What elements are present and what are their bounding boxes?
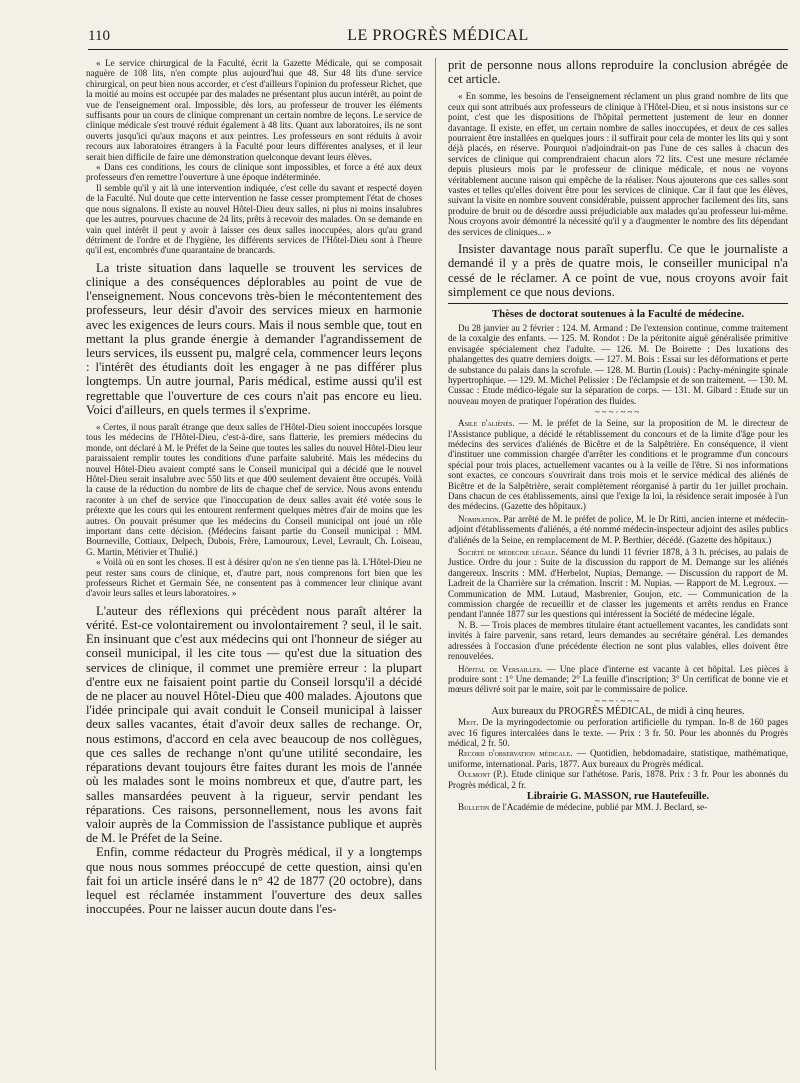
bureau-item [448,748,788,769]
news-item-heading: Société de médecine légale. [458,547,558,558]
news-item-nb [448,620,788,662]
news-item-text: — M. le préfet de la Seine, sur la proposition de M. le directeur de l'Assistance publique, a décidé le rétablissement du concours et de la limite d'âge pour les médecins des services d'aliénés de Bicêtre et de la Salpêtrière. En conséquence, il vient d'instituer une commission chargée d'arrêter les conditions et le programme d'un concours spécial pour trois places, actuellement vacantes ou à la veille de l'être. Si nos informations sont exactes, ce concours s'ouvrirait dans trois mois et le service médical des aliénés de Bicêtre et de la Salpêtrière, serait complètement réorganisé à partir du 1er juillet prochain. Dans chacun de ces établissements, ainsi que l'exige la loi, la résidence serait imposée à l'un des médecins. (Gazette des hôpitaux.) [448,418,788,512]
quote-paragraph: « Le service chirurgical de la Faculté, écrit la Gazette Médicale, qui se composait naguère de 108 lits, n'en compte plus aujourd'hui que 48. Sur 48 lits d'une service chirurgical, on peut bien nous accorder, et c'est d'ailleurs l'opinion du professeur Richet, que la moitié au moins est occupée par des malades ne présentant plus aucun intérêt, au point de vue de l'enseignement oral. Impossible, dès lors, au professeur de trouver les éléments suffisants pour un cours de clinique comprenant un certain nombre de leçons. Le service de clinique médicale s'est trouvé réduit également à 48 lits. Quant aux laboratoires, ils ne sont ouverts jusqu'ici qu'aux maçons et aux peintres. Les professeurs en sont réduits à avoir recours aux laboratoires étrangers à la Faculté pour leurs différentes analyses, et il leur serait bien difficile de faire une démonstration quelconque devant leurs élèves. [86,58,422,162]
page-number: 110 [88,28,110,44]
quote-paragraph: « En somme, les besoins de l'enseignement réclament un plus grand nombre de lits que ceux qui sont attribués aux professeurs de clinique à l'Hôtel-Dieu, et si nous insistons sur ce point, c'est que les dispositions de l'hôpital permettent justement de leur en donner davantage. Il existe, en effet, un certain nombre de salles inoccupées, et deux de ces salles pourraient être installées en quelques jours : il suffirait pour cela de monter les lits qui y sont déjà placés, en réserve. Pourquoi n'adjoindrait-on pas l'une de ces salles à chacun des services de clinique qui comprendraient chacun alors 72 lits. C'est une mesure réclamée depuis plusieurs mois par le professeur de clinique médicale, et nous ne voyons véritablement aucune raison qui empêche de la réaliser. Nous ajouterons que ces salles sont vastes et telles qu'elles doivent être pour les services de clinique. Car il faut que les élèves, suivant la visite en nombre souvent considérable, puissent approcher facilement des lits, sans produire de bruit ou de désordre aussi préjudiciable aux malades qu'au professeur lui-même. Nous croyons avoir démontré la nécessité qu'il y a d'augmenter le nombre des lits dépendant des services de cliniques... » [448,91,788,237]
body-paragraph: La triste situation dans laquelle se trouvent les services de clinique a des conséquences déplorables au point de vue de l'enseignement. Nous concevons très-bien le mécontentement des professeurs, leur désir d'avoir des services mieux en harmonie avec les exigences de leurs cours. Mais il nous semble que, tout en mettant la plus grande énergie à demander l'agrandissement de leurs services, ils eussent pu, malgré cela, commencer leurs leçons : l'intérêt des étudiants doit les engager à ne pas différer plus longtemps. Un autre journal, Paris médical, estime aussi qu'il est regrettable que l'ouverture de ces cours n'ait pas encore eu lieu. Voici d'ailleurs, en quels termes il s'exprime. [86,260,422,417]
news-item-heading: Hôpital de Versailles. [458,663,543,674]
bulletin-heading: Bulletin [458,802,490,813]
news-item-nomination [448,514,788,545]
body-paragraph: L'auteur des réflexions qui précèdent nous paraît altérer la vérité. Est-ce volontairement ou involontairement ? seul, il le sait. En insinuant que c'est aux médecins qui ont l'honneur de siéger au conseil municipal, il les cite tous — qu'est due la situation des services de clinique, il commet une première erreur : la plupart d'entre eux ne faisaient point partie du Conseil lorsqu'il a décidé de ne placer au nouvel Hôtel-Dieu que 400 malades. Ajoutons que l'idée principale qui avait conduit le Conseil municipal à laisser deux salles vacantes, était d'avoir deux salles de rechange. Or, nous estimons, d'accord en cela avec beaucoup de nos collègues, que ces salles de rechange n'ont qu'une utilité secondaire, les réparations devant toujours être faites durant les mois de l'année où les malades sont le moins nombreux et que, d'autre part, les salles mansardées peuvent à la rigueur, servir pendant les réparations. Ces raisons, personnellement, nous les avons fait valoir auprès de la Commission de l'assistance publique et auprès de M. le Préfet de la Seine. [86,603,422,846]
quote-paragraph: Il semble qu'il y ait là une intervention indiquée, c'est celle du savant et respecté doyen de la Faculté. Nul doute que cette intervention ne fasse cesser promptement l'état de choses que nous signalons. Il existe au nouvel Hôtel-Dieu deux salles, ni plus ni moins insalubres que les autres, pourvues chacune de 24 lits, prêts à recevoir des malades. On se demande en vain quel intérêt il peut y avoir à laisser ces deux salles inoccupées, alors qu'au grand détriment de l'ordre et de l'hygiène, les différents services de l'Hôtel-Dieu sont à l'heure qu'il est, encombrés d'une quarantaine de brancards. [86,182,422,256]
librairie-title: Librairie G. MASSON, rue Hautefeuille. [526,790,710,802]
bureau-item-heading: Miot. [458,717,479,728]
bureau-item-heading: Record d'observation médicale. [458,748,573,759]
quote-paragraph: « Voilà où en sont les choses. Il est à désirer qu'on ne s'en tienne pas là. L'Hôtel-Dieu ne peut rester sans cours de clinique, et, d'autre part, nous comprenons fort bien que les professeurs Richet et Germain Sée, ne consentent pas à commencer leur clinique avant d'avoir leurs salles et leurs laboratoires. » [86,557,422,599]
news-item-text: Séance du lundi 11 février 1878, à 3 h. précises, au palais de Justice. Ordre du jour : Suite de la discussion du rapport de M. Demange sur les aliénés dangereux. Inscrits : MM. d'Herbelot, Nupias, Demange. — Discussion du rapport de M. Ladreit de la Charrière sur la crémation. Inscrit : M. Nupias. — Rapport de M. Legroux. — Communication de MM. Lutaud, Masbrenier, Goujon, etc. — Communication de la commission chargée de recueillir et de classer les jugements et arrêts rendus en France pendant l'année 1877 sur les questions qui intéressent la Société de médecine légale. [448,547,788,620]
news-item-text: Par arrêté de M. le préfet de police, M. le Dr Ritti, ancien interne et médecin-adjoint d'établissements d'aliénés, a été nommé médecin-inspecteur adjoint des asiles publics d'aliénés de la Seine, en remplacement de M. P. Berthier, décédé. (Gazette des hôpitaux.) [448,513,788,545]
news-item-text: — Une place d'interne est vacante à cet hôpital. Les pièces à produire sont : 1° Une demande; 2° La feuille d'inscription; 3° Un certificat de bonne vie et mœurs délivré soit par le maire, soit par le commissaire de police. [448,663,788,695]
page-header [88,26,788,50]
news-item-heading: Nomination. [458,513,501,524]
news-item-text: N. B. — Trois places de membres titulaire étant actuellement vacantes, les candidats sont invités à faire parvenir, sans retard, leurs demandes au secrétaire général. Les demandes adressées à l'occasion d'une précédente élection ne sont plus valables, elles doivent être renouvelées. [448,619,788,662]
ornament-divider: ~~~·~~~ [594,695,642,706]
right-column [448,58,788,813]
quote-paragraph: « Certes, il nous paraît étrange que deux salles de l'Hôtel-Dieu soient inoccupées lorsque tous les médecins de l'Hôtel-Dieu, c'est-à-dire, sans flatterie, les premiers médecins du monde, ont déclaré à M. le Préfet de la Seine que toutes les salles du nouvel Hôtel-Dieu leur paraissaient remplir toutes les conditions d'une parfaite salubrité. Mais les médecins du nouvel Hôtel-Dieu avaient compté sans le Conseil municipal qui a décidé que le nouvel Hôtel-Dieu serait insalubre avec 550 lits et que 400 seulement devaient être occupés. Voilà la cause de la réduction du nombre de lits de chaque chef de service. Nous avons entendu raconter à un chef de service que l'inoccupation de deux salles avait été votée sous le prétexte que les cours qui les entourent renferment quelques mètres d'air de moins que les autres. On pouvait présumer que les médecins du Conseil municipal ont joué un rôle important dans cette décision. (Médecins faisant partie du Conseil municipal : MM. Bourneville, Cottiaux, Delpech, Dubois, Frère, Lamouroux, Level, Levrault, Ch. Loiseau, G. Martin, Métivier et Thulié.) [86,421,422,557]
body-paragraph: Enfin, comme rédacteur du Progrès médical, il y a longtemps que nous nous sommes préoccupé de cette question, ainsi qu'en fait foi un article inséré dans le n° 42 de 1877 (20 octobre), dans lequel est réclamée instamment l'ouverture des deux salles inoccupées. Pour ne laisser aucun doute dans l'es- [86,845,422,917]
left-column [86,58,422,916]
bureau-heading: Aux bureaux du PROGRÈS MÉDICAL, de midi à cinq heures. [491,705,745,717]
bureau-item-heading: Oulmont (P.). [458,769,509,780]
bulletin-text: de l'Académie de médecine, publié par MM. J. Beclard, se- [491,802,708,813]
news-item-heading: Asile d'aliénés. [458,418,515,429]
column-divider [435,58,436,1070]
news-item-versailles [448,664,788,695]
body-paragraph: Insister davantage nous paraît superflu. Ce que le journaliste a demandé il y a près de quatre mois, le conseiller municipal n'a cessé de le réclamer. A ce point de vue, nous croyons avoir fait simplement ce que nous devions. [448,242,788,299]
ornament-divider: ~~~·~~~ [594,407,642,418]
quote-paragraph: « Dans ces conditions, les cours de clinique sont impossibles, et force a été aux deux professeurs d'en remettre l'ouverture à une époque indéterminée. [86,162,422,183]
section-title-theses: Thèses de doctorat soutenues à la Faculté de médecine. [448,303,788,323]
bulletin-item [448,802,788,812]
bureau-item [448,717,788,748]
bureau-item [448,769,788,790]
theses-list: Du 28 janvier au 2 février : 124. M. Armand : De l'extension continue, comme traitement de la coxalgie des enfants. — 125. M. Rondot : De la péritonite aiguë généralisée primitive envisagée spécialement chez l'adulte. — 126. M. De Boirette : Des luxations des phalangettes des quatre derniers doigts. — 127. M. Bois : Essai sur les déformations et perte de substance du palais dans la scrofule. — 128. M. Burtin (Louis) : Pachy-méningite spinale hypertrophique. — 129. M. Michel Pelissier : De l'éclampsie et de son traitement. — 130. M. Cussac : Etude médico-légale sur la séparation de corps. — 131. M. Gibard : Etude sur un nouveau moyen de pratiquer l'opération des fluides. [448,322,788,406]
news-item-asile [448,418,788,512]
news-item-societe [448,547,788,620]
bureau-item-text: — Quotidien, hebdomadaire, statistique, mathématique, uniforme, international. Paris, 1877. Aux bureaux du Progrès médical. [448,748,788,769]
journal-title: LE PROGRÈS MÉDICAL [347,27,529,44]
bureau-item-text: Etude clinique sur l'athétose. Paris, 1878. Prix : 3 fr. Pour les abonnés du Progrès médical, 2 fr. [448,769,788,790]
bureau-item-text: De la myringodectomie ou perforation artificielle du tympan. In-8 de 160 pages avec 16 figures intercalées dans le texte. — Prix : 3 fr. 50. Pour les abonnés du Progrès médical, 2 fr. 50. [448,717,788,748]
body-paragraph: prit de personne nous allons reproduire la conclusion abrégée de cet article. [448,58,788,87]
